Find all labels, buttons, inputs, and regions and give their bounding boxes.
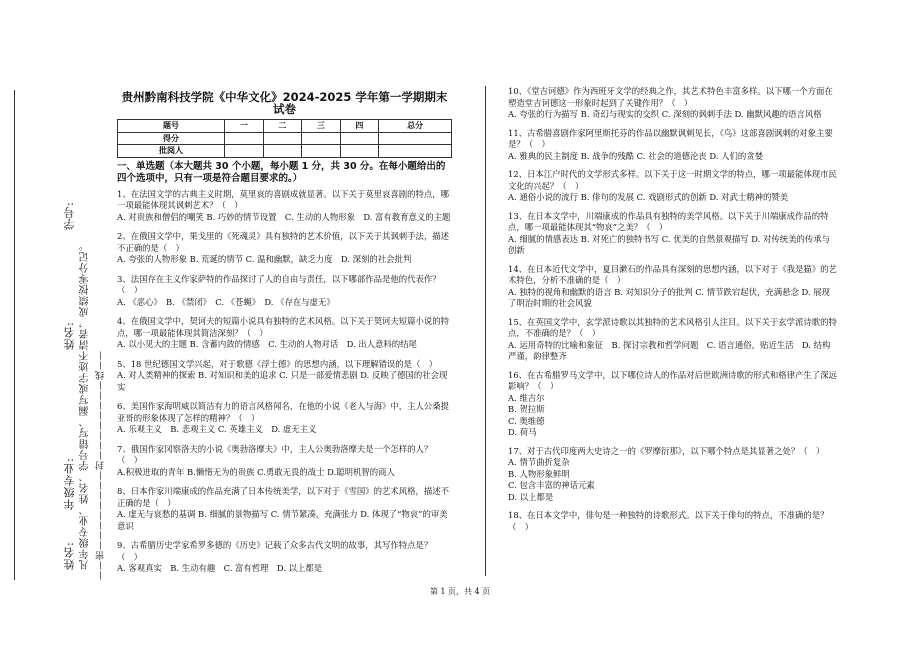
name-label: 姓名: xyxy=(63,541,76,570)
answer-options: A. 客观真实 B. 生动有趣 C. 富有哲理 D. 以上都是 xyxy=(117,563,323,573)
answer-options: A. 对人类精神的探索 B. 对知识和美的追求 C. 只是一部爱情悲剧 D. 反映了德国的社会现实 xyxy=(117,370,448,392)
table-cell[interactable] xyxy=(263,132,302,145)
table-cell: 二 xyxy=(263,120,302,133)
table-cell[interactable] xyxy=(379,132,452,145)
answer-options: A.积极进取的青年 B.懒惰无为的贵族 C.勇敢无畏的战士 D.聪明机智的商人 xyxy=(117,466,395,477)
answer-options: D. 以上都是 xyxy=(508,491,554,502)
right-column xyxy=(508,86,838,540)
exam-title: 贵州黔南科技学院《中华文化》2024-2025 学年第一学期期末试卷 xyxy=(121,90,448,116)
answer-options: A. 乐观主义 B. 悲观主义 C. 英雄主义 D. 虚无主义 xyxy=(117,424,317,434)
question-block xyxy=(508,86,838,121)
question-text: 8、日本作家川端康成的作品充满了日本传统美学，以下对于《雪国》的艺术风格，描述不正确的是（ ） xyxy=(117,486,449,508)
question-block xyxy=(508,211,838,257)
question-block xyxy=(508,128,838,163)
question-block xyxy=(117,540,452,575)
question-text: 2、在俄国文学中，果戈里的《死魂灵》具有独特的艺术价值，以下关于其讽刺手法，描述不正确的是（ ） xyxy=(117,231,449,253)
question-text: 7、俄国作家冈察洛夫的小说《奥勃洛摩夫》中，主人公奥勃洛摩夫是一个怎样的人？（ ） xyxy=(117,443,433,465)
score-table-row xyxy=(118,132,452,145)
answer-options: A. 通俗小说的流行 B. 俳句的发展 C. 戏剧形式的创新 D. 对武士精神的赞美 xyxy=(508,192,789,202)
table-cell: 题号 xyxy=(118,120,225,133)
answer-options: A. 维吉尔 xyxy=(508,392,545,403)
answer-options: A. 情节曲折复杂 xyxy=(508,457,570,467)
question-text: 17、对于古代印度两大史诗之一的《罗摩衍那》，以下哪个特点是其显著之处？（ ） xyxy=(508,445,825,456)
question-block xyxy=(117,274,452,309)
table-cell: 一 xyxy=(225,120,264,133)
question-text: 12、日本江户时代的文学形式多样。以下关于这一时期文学的特点，哪一项最能体现市民文化的兴起？（ ） xyxy=(508,169,837,191)
question-text: 13、在日本文学中，川端康成的作品具有独特的美学风格。以下关于川端康成作品的特点，哪一项最能体现其“物哀”之美？（ ） xyxy=(508,210,829,232)
student-id-label: 学号: xyxy=(63,201,76,230)
table-cell[interactable] xyxy=(379,145,452,158)
table-cell: 总分 xyxy=(379,120,452,133)
answer-options: D. 荷马 xyxy=(508,427,537,437)
answer-options: A. 对贵族和僧侣的嘲笑 B. 巧妙的情节设置 C. 生动的人物形象 D. 富有教育意义的主题 xyxy=(117,211,451,222)
seal-line: ——密————————封————————线—— xyxy=(96,350,106,580)
question-text: 15、在英国文学中，玄学派诗歌以其独特的艺术风格引人注目。以下关于玄学派诗歌的特点，不准确的是？（ ） xyxy=(508,316,837,338)
answer-options: C. 奥维德 xyxy=(508,415,545,426)
table-cell: 四 xyxy=(340,120,379,133)
question-text: 1、在法国文学的古典主义时期，莫里哀的喜剧成就显著。以下关于莫里哀喜剧的特点，哪一项最能体现其讽刺艺术？（ ） xyxy=(117,188,449,210)
major-label: 年级专业: xyxy=(63,457,76,510)
question-block xyxy=(117,359,452,394)
question-text: 3、法国存在主义作家萨特的作品探讨了人的自由与责任，以下哪部作品是他的代表作？（ ） xyxy=(117,273,441,295)
question-block xyxy=(508,370,838,439)
answer-options: A. 运用奇特的比喻和象征 B. 探讨宗教和哲学问题 C. 语言通俗，贴近生活 D. 结构严谨，韵律整齐 xyxy=(508,339,831,361)
question-text: 11、古希腊喜剧作家阿里斯托芬的作品以幽默讽刺见长，《鸟》这部喜剧讽刺的对象主要是？（ ） xyxy=(508,127,833,149)
answer-options: C. 包含丰富的神话元素 xyxy=(508,480,595,490)
question-block xyxy=(508,317,838,363)
question-text: 14、在日本近代文学中，夏目漱石的作品具有深刻的思想内涵，以下对于《我是猫》的艺术特色，分析不准确的是（ ） xyxy=(508,263,837,285)
question-text: 18、在日本文学中，俳句是一种独特的诗歌形式。以下关于俳句的特点，不准确的是？（ ） xyxy=(508,510,829,532)
answer-options: A. 夸张的人物形象 B. 荒诞的情节 C. 温和幽默，缺乏力度 D. 深刻的社会批判 xyxy=(117,254,412,264)
table-cell: 批阅人 xyxy=(118,145,225,158)
question-block xyxy=(117,189,452,224)
score-table-row xyxy=(118,145,452,158)
question-block xyxy=(508,510,838,533)
column-divider xyxy=(485,86,486,576)
question-block xyxy=(508,264,838,310)
binding-margin xyxy=(0,0,110,651)
question-text: 6、美国作家海明威以简洁有力的语言风格闻名，在他的小说《老人与海》中，主人公桑提亚哥的形象体现了怎样的精神？（ ） xyxy=(117,401,449,423)
table-cell: 三 xyxy=(302,120,341,133)
answer-options: A. 独特的视角和幽默的语言 B. 对知识分子的批判 C. 情节跌宕起伏，充满悬念 D. 展现了明治时期的社会风貌 xyxy=(508,286,831,308)
page-footer: 第 1 页，共 4 页 xyxy=(429,587,491,596)
question-text: 4、在俄国文学中，契诃夫的短篇小说具有独特的艺术风格。以下关于契诃夫短篇小说的特点，哪一项最能体现其简洁深刻？（ ） xyxy=(117,316,449,338)
score-table xyxy=(117,119,452,158)
binding-instructions: 凡年级专业、姓名、学号错写、漏写或字迹不清者，成绩按零分记。 xyxy=(80,240,91,570)
question-list-left xyxy=(117,189,452,575)
section-heading: 一、单选题（本大题共 30 个小题，每小题 1 分，共 30 分。在每小题给出的四个选项中，只有一项是符合题目要求的。） xyxy=(117,160,446,184)
table-cell[interactable] xyxy=(225,145,264,158)
table-cell[interactable] xyxy=(340,132,379,145)
question-text: 5、18 世纪德国文学兴起，对于歌德《浮士德》的思想内涵，以下理解错误的是（ ） xyxy=(117,358,438,369)
answer-options: A. 雅典的民主制度 B. 战争的残酷 C. 社会的道德沦丧 D. 人们的贪婪 xyxy=(508,150,764,161)
table-cell[interactable] xyxy=(340,145,379,158)
question-text: 16、在古希腊罗马文学中，以下哪位诗人的作品对后世欧洲诗歌的形式和格律产生了深远影响？（ ） xyxy=(508,369,837,391)
score-table-header-row xyxy=(118,120,452,133)
question-block xyxy=(117,316,452,351)
question-block xyxy=(117,231,452,266)
question-list-right xyxy=(508,86,838,533)
question-block xyxy=(117,486,452,532)
answer-options: A. 《恶心》 B. 《禁闭》 C. 《苍蝇》 D. 《存在与虚无》 xyxy=(117,296,335,307)
name-label: 姓名: xyxy=(63,321,76,350)
answer-options: A. 以小见大的主题 B. 含蓄内敛的情感 C. 生动的人物对话 D. 出人意料的结尾 xyxy=(117,339,417,349)
question-block xyxy=(117,444,452,479)
table-cell[interactable] xyxy=(263,145,302,158)
table-cell[interactable] xyxy=(302,145,341,158)
question-block xyxy=(508,446,838,504)
answer-options: A. 虚无与哀愁的基调 B. 细腻的景物描写 C. 情节紧凑，充满张力 D. 体现了“物哀”的审美意识 xyxy=(117,509,448,531)
table-cell[interactable] xyxy=(225,132,264,145)
answer-options: A. 夸张的行为描写 B. 奇幻与现实的交织 C. 深刻的讽刺手法 D. 幽默风趣的语言风格 xyxy=(508,109,822,119)
question-block xyxy=(117,401,452,436)
question-text: 10、《堂吉诃德》作为西班牙文学的经典之作，其艺术特色丰富多样。以下哪一个方面在塑造堂吉诃德这一形象时起到了关键作用？（ ） xyxy=(508,86,833,108)
table-cell: 得分 xyxy=(118,132,225,145)
question-block xyxy=(508,169,838,204)
binding-line xyxy=(14,90,15,580)
answer-options: A. 细腻的情感表达 B. 对死亡的独特书写 C. 优美的自然景观描写 D. 对传统美的传承与创新 xyxy=(508,233,831,255)
answer-options: B. 贺拉斯 xyxy=(508,404,545,414)
table-cell[interactable] xyxy=(302,132,341,145)
answer-options: B. 人物形象鲜明 xyxy=(508,468,570,479)
question-text: 9、古希腊历史学家希罗多德的《历史》记载了众多古代文明的故事，其写作特点是？（ ） xyxy=(117,540,433,562)
left-column xyxy=(117,92,452,583)
